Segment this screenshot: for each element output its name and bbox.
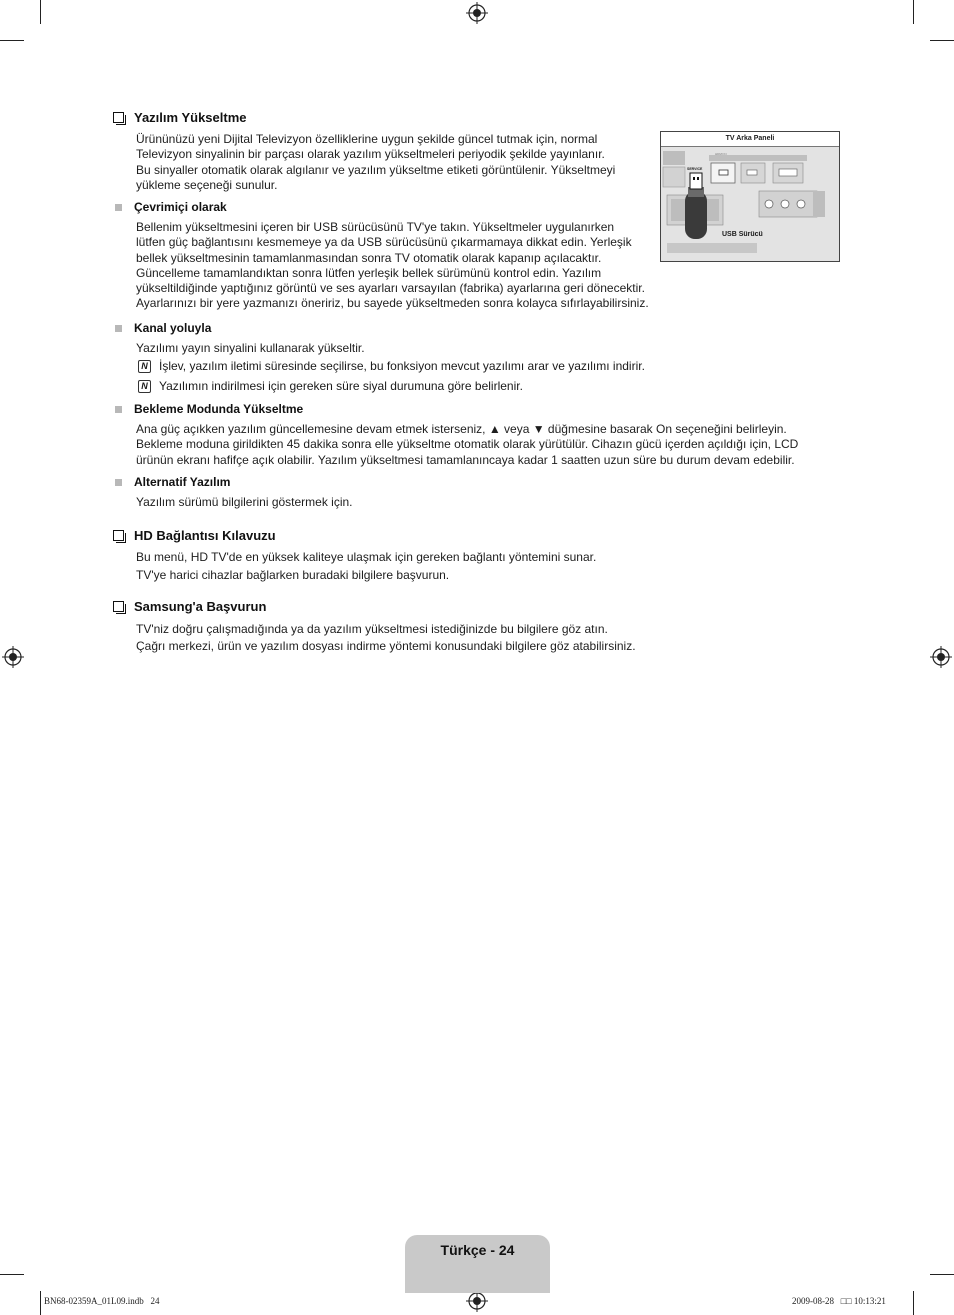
text-line: Yazılım sürümü bilgilerini göstermek için. — [136, 495, 353, 509]
section-title: Samsung'a Başvurun — [134, 599, 267, 614]
panel-ports-illustration — [661, 147, 839, 261]
note-icon: N — [138, 380, 151, 393]
crop-mark — [930, 40, 954, 41]
text-line: Televizyon sinyalinin bir parçası olarak yazılım yükseltmeleri periyodik şekilde yayınlanır. — [136, 147, 605, 162]
registration-mark-icon — [2, 646, 24, 668]
contact-text — [136, 621, 636, 655]
text-line: Güncelleme tamamlandıktan sonra lütfen yerleşik bellek sürümünü kontrol edin. Yazılım — [136, 265, 602, 280]
text-line: Ayarlarınızı bir yere yazmanızı öneririz, bu sayede yükseltmeden sonra kolayca sıfırlayabilirsiniz. — [136, 296, 649, 311]
note-text: Yazılımın indirilmesi için gereken süre siyal durumuna göre belirlenir. — [159, 379, 523, 393]
standby-text — [136, 422, 798, 468]
section-heading-software — [113, 110, 247, 125]
square-bullet-icon — [115, 406, 122, 413]
subheading-standby — [115, 402, 303, 416]
crop-mark — [0, 1274, 24, 1275]
registration-mark-icon — [466, 2, 488, 24]
crop-mark — [913, 0, 914, 24]
text-line: Bu menü, HD TV'de en yüksek kaliteye ulaşmak için gereken bağlantı yöntemini sunar. — [136, 550, 597, 564]
note-text: İşlev, yazılım iletimi süresinde seçilirse, bu fonksiyon mevcut yazılımı arar ve yazılımı indirir. — [159, 359, 645, 373]
subheading-title: Bekleme Modunda Yükseltme — [134, 402, 304, 416]
text-line: yükseltildiğinde yaptığınız görüntü ve ses ayarları varsayılan (fabrika) ayarlarına geri dönecektir. — [136, 281, 645, 296]
panel-micro-label: HDMI IN — [715, 152, 727, 156]
diagram-title: TV Arka Paneli — [661, 132, 839, 147]
crop-mark — [40, 1291, 41, 1315]
hd-guide-text — [136, 549, 596, 584]
checkbox-bullet-icon — [113, 112, 124, 123]
file-info: BN68-02359A_01L09.indb 24 — [44, 1296, 160, 1306]
service-port-label: SERVICE — [687, 167, 703, 171]
square-bullet-icon — [115, 479, 122, 486]
registration-mark-icon — [466, 1290, 488, 1312]
section-heading-hd-guide — [113, 528, 276, 543]
text-line: TV'ye harici cihazlar bağlarken buradaki bilgilere başvurun. — [136, 567, 450, 582]
text-line: bellek yükseltmesinin tamamlanmasından sonra TV otomatik olarak kapanıp açılacaktır. — [136, 250, 602, 265]
text-line: TV'niz doğru çalışmadığında ya da yazılım yükseltmesi istediğinizde bu bilgilere göz atın. — [136, 622, 608, 636]
software-intro — [136, 132, 615, 193]
text-line: yükleme seçeneği sunulur. — [136, 177, 278, 192]
crop-mark — [913, 1291, 914, 1315]
checkbox-bullet-icon — [113, 601, 124, 612]
text-line: Bellenim yükseltmesini içeren bir USB sürücüsünü TV'ye takın. Yükseltmeler uygulanırken — [136, 220, 615, 234]
crop-mark — [40, 0, 41, 24]
checkbox-bullet-icon — [113, 530, 124, 541]
text-line: Çağrı merkezi, ürün ve yazılım dosyası indirme yöntemi konusundaki bilgilere göz atabilirsiniz. — [136, 639, 636, 653]
text-line: Ana güç açıkken yazılım güncellemesine devam etmek isterseniz, ▲ veya ▼ düğmesine basarak On seçeneğini belirleyin. — [136, 422, 787, 436]
text-line: lütfen güç bağlantısını kesmemeye ya da USB sürücüsünü çıkarmamaya dikkat edin. Yerleşik — [136, 235, 632, 250]
page-number: Türkçe - 24 — [440, 1242, 515, 1258]
crop-mark — [930, 1274, 954, 1275]
tv-back-panel-diagram — [660, 131, 840, 262]
text-line: Ürününüzü yeni Dijital Televizyon özelliklerine uygun şekilde güncel tutmak için, normal — [136, 132, 598, 146]
usb-drive-label: USB Sürücü — [722, 231, 763, 238]
online-text — [136, 220, 649, 312]
diagram-body — [661, 147, 839, 261]
subheading-title: Kanal yoluyla — [134, 321, 212, 335]
registration-mark-icon — [930, 646, 952, 668]
text-line: Yazılımı yayın sinyalini kullanarak yükseltir. — [136, 341, 365, 355]
text-line: ürünün ekranı hafifçe açık olabilir. Yazılım yükseltmesi tamamlanıncaya kadar 1 saatten uzun süre bu durum devam edebilir. — [136, 452, 795, 467]
channel-text — [136, 341, 365, 356]
note-item — [138, 359, 645, 373]
crop-mark — [0, 40, 24, 41]
text-line: Bu sinyaller otomatik olarak algılanır ve yazılım yükseltme etiketi görüntülenir. Yükseltmeyi — [136, 162, 616, 177]
subheading-title: Çevrimiçi olarak — [134, 200, 227, 214]
square-bullet-icon — [115, 204, 122, 211]
subheading-online — [115, 200, 227, 214]
subheading-channel — [115, 321, 211, 335]
page-number-tab — [405, 1235, 550, 1293]
alternative-text — [136, 495, 353, 510]
section-heading-contact — [113, 599, 266, 614]
section-title: Yazılım Yükseltme — [134, 110, 247, 125]
note-item — [138, 379, 523, 393]
date-info: 2009-08-28 □□ 10:13:21 — [792, 1296, 886, 1306]
subheading-title: Alternatif Yazılım — [134, 475, 231, 489]
square-bullet-icon — [115, 325, 122, 332]
section-title: HD Bağlantısı Kılavuzu — [134, 528, 276, 543]
text-line: Bekleme moduna girildikten 45 dakika sonra elle yükseltme otomatik olarak yürütülür. Cihazın gücü içerden açıldığı için, LCD — [136, 437, 799, 452]
subheading-alternative — [115, 475, 230, 489]
note-icon: N — [138, 360, 151, 373]
